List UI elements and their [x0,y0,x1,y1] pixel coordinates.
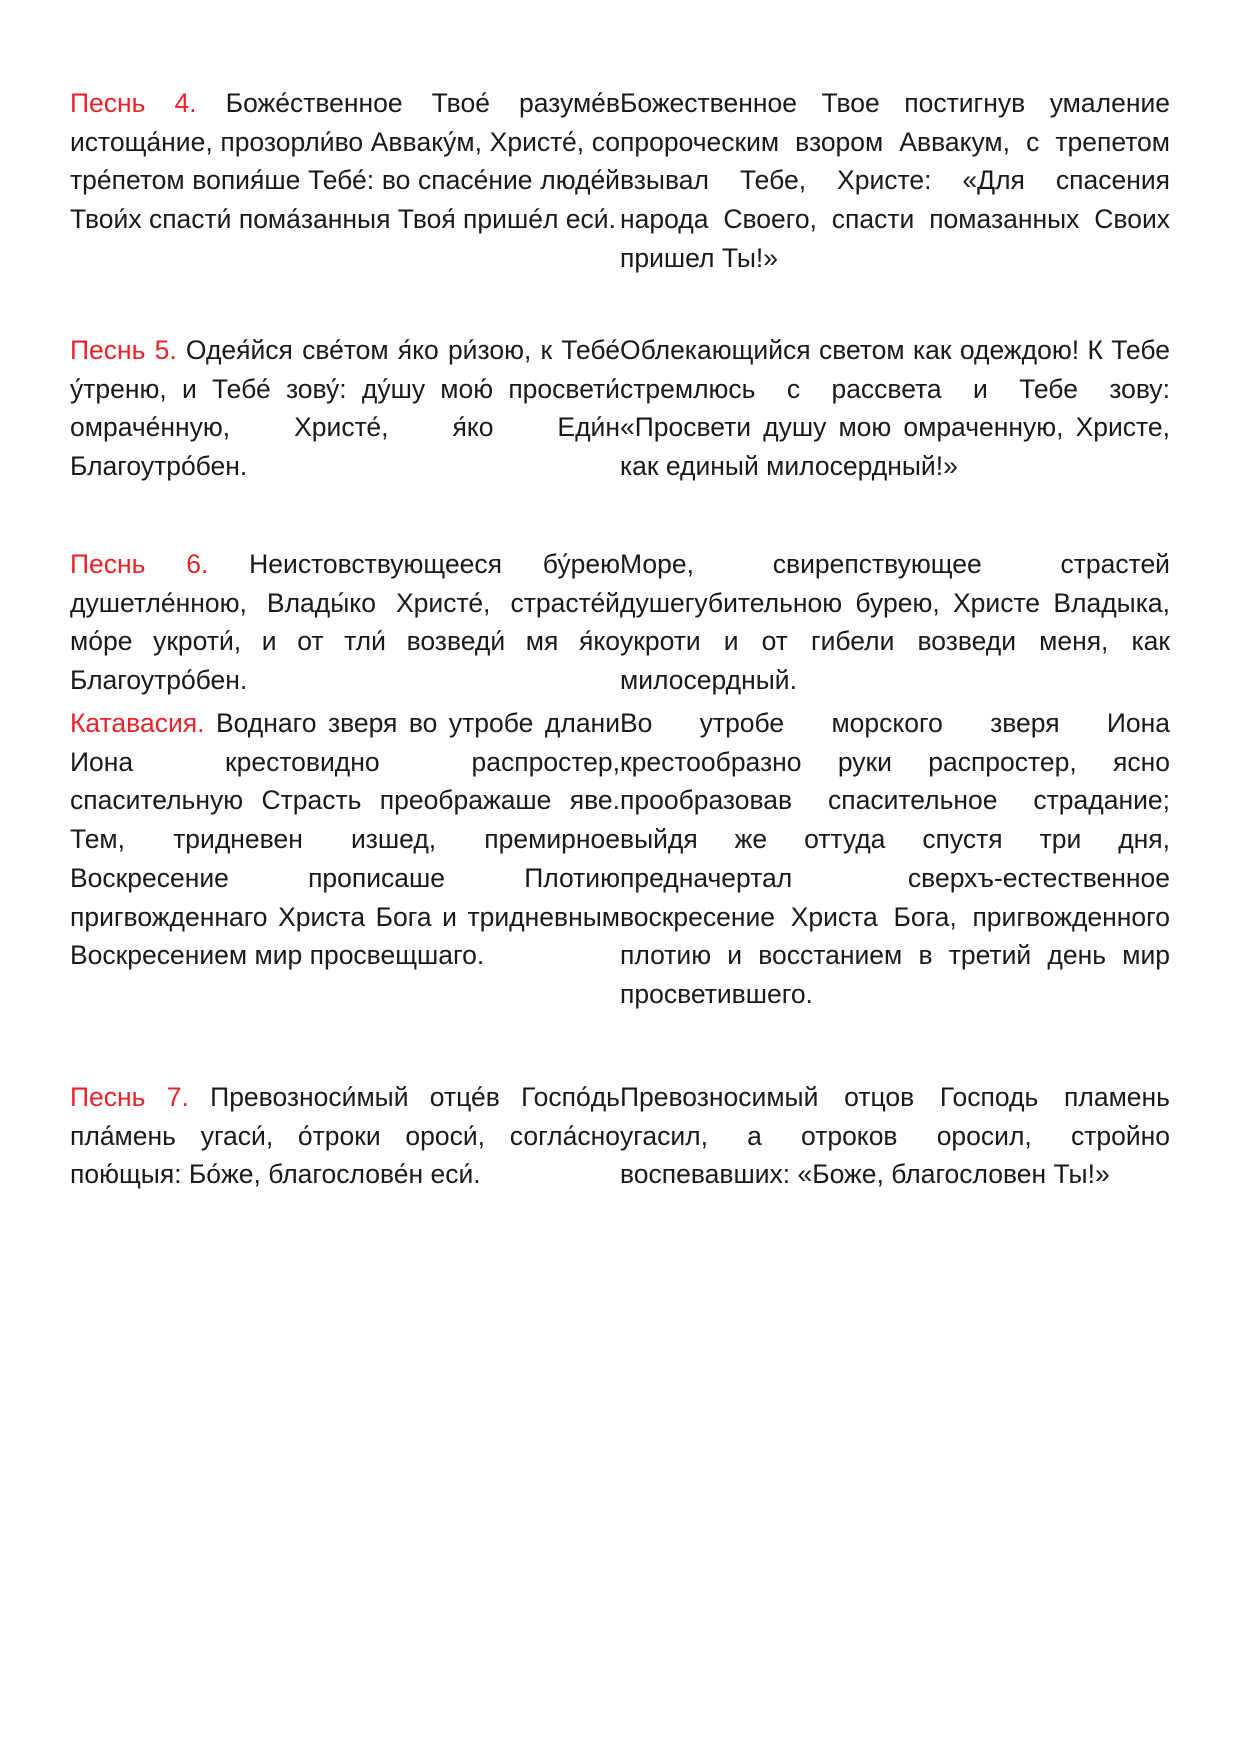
slavonic-body: Боже́ственное Твое́ разуме́в истоща́ние, прозорли́во Аввaку́м, Христе́, со тре́петом вопия́ше Тебе́: во спасе́ние люде́й Твои́х спасти́ пома́занныя Твоя́ пришéл еси́. [70,88,620,235]
section-song-7 [70,1078,1170,1194]
section-song-6 [70,545,1170,700]
slavonic-text [70,331,620,486]
song-heading: Песнь 4. [70,88,197,118]
slavonic-body: Воднаго зверя во утробе длани Иона крестовидно распростер, спасительную Страсть преображаше яве. Тем, тридневен изшед, премирное Воскресение прописаше Плотию пригвожденнаго Христа Бога и тридневным Воскресением мир просвещшаго. [70,708,620,971]
slavonic-text [70,84,620,278]
song-heading: Песнь 5. [70,335,177,365]
song-heading: Песнь 7. [70,1082,189,1112]
russian-translation: Превозносимый отцов Господь пламень угасил, а отроков оросил, стройно воспевавших: «Боже, благословен Ты!» [620,1082,1170,1190]
section-song-4 [70,84,1170,278]
slavonic-text [70,1078,620,1194]
russian-translation: Облекающийся светом как одеждою! К Тебе стремлюсь с рассвета и Тебе зову: «Просвети душу мою омраченную, Христе, как единый милосердный!» [620,335,1170,482]
slavonic-body: Неистовствующееся бу́рею душетле́нною, Влады́ко Христе́, страсте́й мо́ре укроти́, и от тли́ возведи́ мя я́ко Благоутро́бен. [70,549,620,696]
russian-translation: Во утробе морского зверя Иона крестообразно руки распростер, ясно прообразовав спасительное страдание; выйдя же оттуда спустя три дня, предначертал сверхъ-естественное воскресение Христа Бога, пригвожденного плотию и восстанием в третий день мир просветившего. [620,708,1170,1009]
song-heading: Катавасия. [70,708,205,738]
slavonic-text [70,704,620,1014]
slavonic-text [70,545,620,700]
section-katavasia [70,704,1170,1014]
russian-translation: Божественное Твое постигнув умаление пророческим взором Аввакум, с трепетом взывал Тебе, Христе: «Для спасения народа Своего, спасти помазанных Своих пришел Ты!» [620,88,1170,273]
section-song-5 [70,331,1170,486]
slavonic-body: Одея́йся све́том я́ко ри́зою, к Тебе́ у́треню, и Тебе́ зову́: ду́шу мою́ просвети́ омраче́нную, Христе́, я́ко Еди́н Благоутро́бен. [70,335,620,482]
slavonic-body: Превозноси́мый отце́в Госпо́дь пла́мень угаси́, о́троки ороси́, согла́сно пою́щыя: Бо́же, благослове́н еси́. [70,1082,620,1190]
russian-translation: Море, свирепствующее страстей душегубительною бурею, Христе Владыка, укроти и от гибели возведи меня, как милосердный. [620,549,1170,696]
song-heading: Песнь 6. [70,549,209,579]
